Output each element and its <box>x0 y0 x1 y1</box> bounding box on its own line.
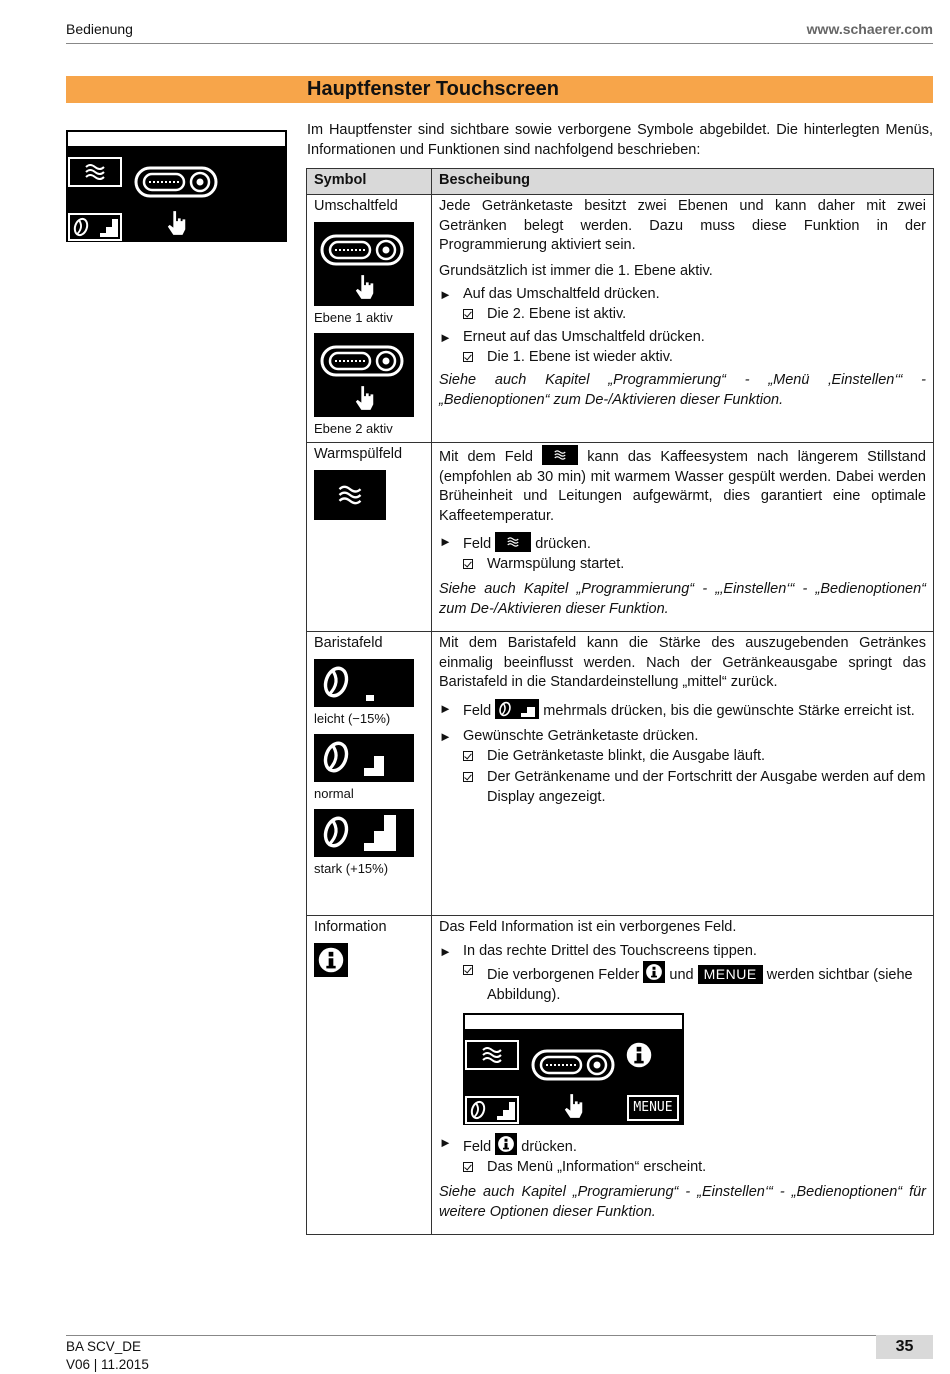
arrow-icon: ► <box>439 943 452 959</box>
footer-version: V06 | 11.2015 <box>66 1357 149 1372</box>
checkbox-icon <box>463 559 473 569</box>
touchscreen-overview <box>66 130 287 242</box>
symbol-label: Information <box>314 919 387 935</box>
paragraph: Jede Getränketaste besitzt zwei Ebenen und kann daher mit zwei Getränken belegt werden. Dazu muss diese Funktion in der Programmierung aktiviert sein. <box>439 198 926 253</box>
column-header-description: Bescheibung <box>432 169 934 195</box>
checkbox-icon <box>463 772 473 782</box>
wave-icon <box>542 445 578 465</box>
checkbox-icon <box>463 965 473 975</box>
result-item: Der Getränkename und der Fortschritt der Ausgabe werden auf dem Display angezeigt. <box>439 768 926 807</box>
paragraph: Grundsätzlich ist immer die 1. Ebene aktiv. <box>439 262 713 279</box>
checkbox-icon <box>463 751 473 761</box>
menue-badge: MENUE <box>698 965 763 984</box>
menue-button: MENUE <box>627 1095 679 1121</box>
arrow-icon: ► <box>439 330 452 345</box>
footer-doc-id: BA SCV_DE <box>66 1339 142 1354</box>
column-header-symbol: Symbol <box>307 169 432 195</box>
step-item: ► Erneut auf das Umschaltfeld drücken. <box>439 328 926 348</box>
symbol-label: Umschaltfeld <box>314 198 398 214</box>
symbol-label: Warmspülfeld <box>314 446 403 462</box>
arrow-icon: ► <box>439 700 452 716</box>
toggle-icon <box>134 164 218 200</box>
note-text: Siehe auch Kapitel „Programmierung“ - „‚Einstellen‘“ - „Bedienoptionen“ zum De-/Aktivieren dieser Funktion. <box>439 581 926 617</box>
step-item: ► Feld drücken. <box>439 1135 577 1155</box>
step-item: ► Feld drücken. <box>439 534 591 552</box>
caption-light: leicht (−15%) <box>314 711 391 726</box>
barista-normal-icon <box>314 734 414 782</box>
result-item: Das Menü „Information“ erscheint. <box>439 1158 926 1178</box>
arrow-icon: ► <box>439 534 452 549</box>
hand-icon <box>563 1091 585 1121</box>
caption-strong: stark (+15%) <box>314 861 389 876</box>
checkbox-icon <box>463 309 473 319</box>
symbol-label: Baristafeld <box>314 635 383 651</box>
barista-light-icon <box>314 659 414 707</box>
note-text: Siehe auch Kapitel „Programmierung“ - „Menü ‚Einstellen‘“ - „Bedienoptionen“ zum De-/Aktivieren dieser Funktion. <box>439 372 926 408</box>
step-item: ► In das rechte Drittel des Touchscreens tippen. <box>439 942 926 962</box>
barista-icon <box>465 1096 519 1124</box>
caption-level1: Ebene 1 aktiv <box>314 310 393 325</box>
wave-icon <box>68 157 122 187</box>
step-item: ► Feld mehrmals drücken, bis die gewünschte Stärke erreicht ist. <box>439 700 915 719</box>
info-icon <box>314 943 348 977</box>
caption-normal: normal <box>314 786 354 801</box>
info-icon <box>643 961 665 983</box>
paragraph: Das Feld Information ist ein verborgenes Feld. <box>439 919 737 935</box>
hand-icon <box>166 208 188 238</box>
table-row <box>307 632 934 916</box>
header-section: Bedienung <box>66 21 133 37</box>
step-item: ► Gewünschte Getränketaste drücken. <box>439 727 926 747</box>
step-item: ► Auf das Umschaltfeld drücken. <box>439 285 926 305</box>
table-row <box>307 195 934 443</box>
arrow-icon: ► <box>439 729 452 744</box>
checkbox-icon <box>463 352 473 362</box>
header-rule <box>66 43 933 44</box>
result-item: Die verborgenen Felder und MENUE werden sichtbar (siehe Abbildung). <box>439 961 926 1005</box>
wave-icon <box>465 1040 519 1070</box>
info-icon <box>495 1133 517 1155</box>
table-row <box>307 443 934 632</box>
page-title: Hauptfenster Touchscreen <box>307 78 559 100</box>
warm-rinse-icon <box>314 470 386 520</box>
barista-icon <box>68 213 122 241</box>
symbol-table <box>306 168 934 1235</box>
result-item: Die 1. Ebene ist wieder aktiv. <box>439 348 926 368</box>
table-row <box>307 916 934 1235</box>
footer-rule <box>66 1335 933 1336</box>
toggle-level2-icon <box>314 333 414 417</box>
paragraph: Mit dem Baristafeld kann die Stärke des auszugebenden Getränkes einmalig beeinflusst werden. Nach der Getränkeausgabe springt das Baristafeld in die Standardeinstellung „mittel“ zurück. <box>439 635 926 690</box>
header-website[interactable]: www.schaerer.com <box>806 21 933 37</box>
touchscreen-expanded <box>463 1013 684 1125</box>
toggle-icon <box>531 1047 615 1083</box>
arrow-icon: ► <box>439 287 452 302</box>
info-icon <box>625 1041 653 1069</box>
result-item: Die 2. Ebene ist aktiv. <box>439 305 926 325</box>
checkbox-icon <box>463 1162 473 1172</box>
caption-level2: Ebene 2 aktiv <box>314 421 393 436</box>
intro-text: Im Hauptfenster sind sichtbare sowie verborgene Symbole abgebildet. Die hinterlegten Menüs, Informationen und Funktionen sind nachfolgend beschrieben: <box>307 122 933 158</box>
barista-icon <box>495 699 539 719</box>
paragraph: Mit dem Feld kann das Kaffeesystem nach längerem Stillstand (empfohlen ab 30 min) mit warmem Wasser gespült werden. Dabei werden Brüheinheit und Leitungen aufgewärmt, dies garantiert eine optimale Kaffeetemperatur. <box>439 445 926 526</box>
wave-icon <box>495 532 531 552</box>
result-item: Warmspülung startet. <box>439 555 926 575</box>
note-text: Siehe auch Kapitel „Programierung“ - „Einstellen‘“ - „Bedienoptionen“ für weitere Optionen dieser Funktion. <box>439 1184 926 1220</box>
page-number: 35 <box>876 1335 933 1359</box>
result-item: Die Getränketaste blinkt, die Ausgabe läuft. <box>439 747 926 767</box>
barista-strong-icon <box>314 809 414 857</box>
toggle-level1-icon <box>314 222 414 306</box>
arrow-icon: ► <box>439 1135 452 1150</box>
